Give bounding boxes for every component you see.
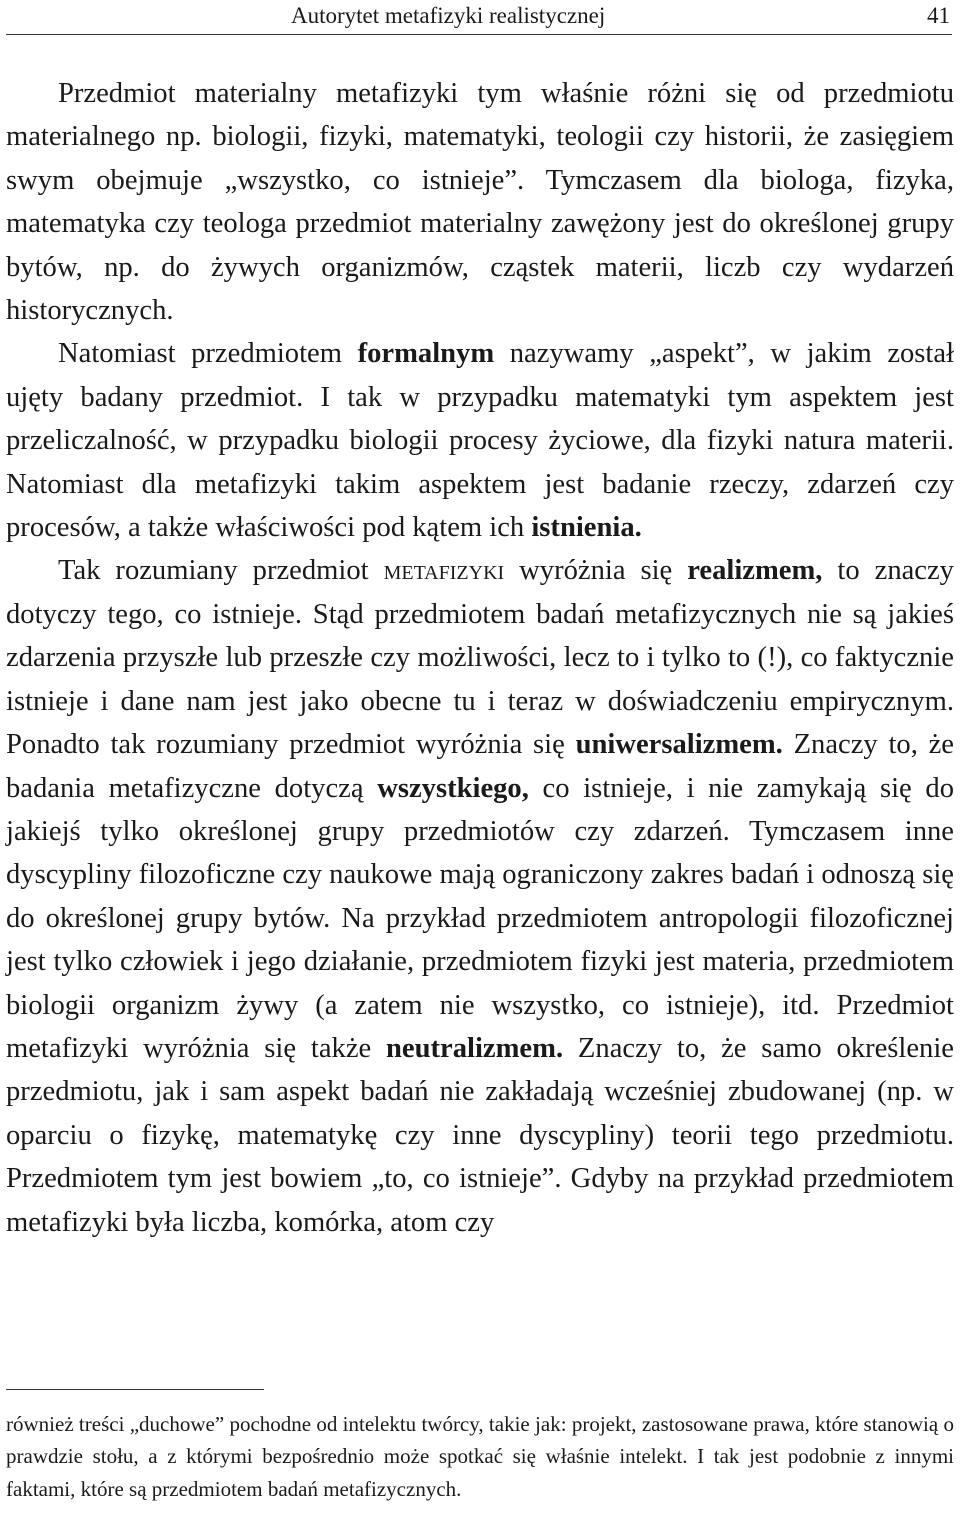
running-title: Autorytet metafizyki realistycznej — [291, 3, 606, 28]
p2-text-2: nazywamy „aspekt”, w jakim został ujęty badany przedmiot. I tak w przypadku matematyki tym aspektem jest przeliczalność, w przypadku biologii procesy życiowe, dla fizyki natura materii. Natomiast dla metafizyki takim aspektem jest badanie rzeczy, zdarzeń czy procesów, a także właściwości pod kątem ich — [6, 338, 955, 544]
term-neutralizmem: neutralizmem. — [386, 1032, 564, 1064]
paragraph-1-text: Przedmiot materialny metafizyki tym właśnie różni się od przedmiotu materialnego np. biologii, fizyki, matematyki, teologii czy historii, że zasięgiem swym obejmuje „wszystko, co istnieje”. Tymczasem dla biologa, fizyka, matematyka czy teologa przedmiot materialny zawężony jest do określonej grupy bytów, np. do żywych organizmów, cząstek materii, liczb czy wydarzeń historycznych. — [6, 78, 954, 327]
running-header — [6, 0, 952, 35]
term-metafizyki: metafizyki — [383, 555, 505, 587]
p3-text-4: Znaczy to, że badania metafizyczne dotyczą — [6, 729, 955, 804]
p3-text-5: co istnieje, i nie zamykają się do jakiejś tylko określonej grupy przedmiotów czy zdarzeń. Tymczasem inne dyscypliny filozoficzne czy naukowe mają ograniczony zakres badań i odnoszą się do określonej grupy bytów. Na przykład przedmiotem antropologii filozoficznej jest tylko człowiek i jego działanie, przedmiotem fizyki jest materia, przedmiotem biologii organizm żywy (a zatem nie wszystko, co istnieje), itd. Przedmiot metafizyki wyróżnia się także — [6, 772, 954, 1064]
term-realizmem: realizmem, — [687, 555, 823, 587]
p2-text-1: Natomiast przedmiotem — [58, 338, 358, 370]
p3-text-6: Znaczy to, że samo określenie przedmiotu, jak i sam aspekt badań nie zakładają wcześniej zbudowanej (np. w oparciu o fizykę, matematykę czy inne dyscypliny) teorii tego przedmiotu. Przedmiotem tym jest bowiem „to, co istnieje”. Gdyby na przykład przedmiotem metafizyki była liczba, komórka, atom czy — [6, 1032, 954, 1238]
p3-text-3: to znaczy dotyczy tego, co istnieje. Stąd przedmiotem badań metafizycznych nie są jakieś zdarzenia przyszłe lub przeszłe czy możliwości, lecz to i tylko to (!), co faktycznie istnieje i dane nam jest jako obecne tu i teraz w doświadczeniu empirycznym. Ponadto tak rozumiany przedmiot wyróżnia się — [6, 555, 954, 761]
term-istnienia: istnienia. — [531, 512, 642, 544]
p3-text-1: Tak rozumiany przedmiot — [58, 555, 384, 587]
term-uniwersalizmem: uniwersalizmem. — [575, 729, 783, 761]
page-number: 41 — [927, 3, 950, 28]
paragraph-1 — [6, 72, 954, 332]
paragraph-3 — [6, 549, 954, 1244]
paragraph-2 — [6, 332, 954, 549]
term-wszystkiego: wszystkiego, — [377, 772, 529, 804]
body-text — [6, 72, 954, 1244]
footnote: również treści „duchowe” pochodne od intelektu twórcy, takie jak: projekt, zastosowane prawa, które stanowią o prawdzie stołu, a z którymi bezpośrednio może spotkać się właśnie intelekt. I tak jest podobnie z innymi faktami, które są przedmiotem badań metafizycznych. — [6, 1412, 954, 1501]
p3-text-2: wyróżnia się — [504, 555, 688, 587]
footnote-rule — [6, 1389, 264, 1390]
term-formalnym: formalnym — [357, 338, 495, 370]
